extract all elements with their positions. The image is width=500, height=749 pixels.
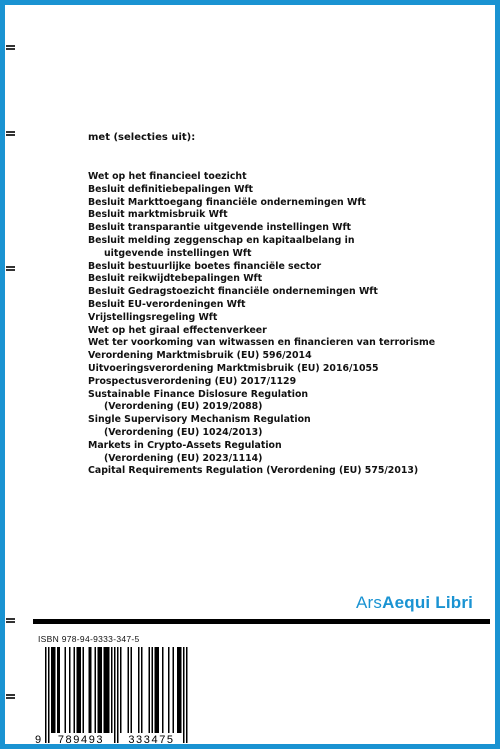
contents-item-title: Verordening Marktmisbruik (EU) 596/2014 [88, 350, 312, 362]
barcode-bar [108, 647, 110, 733]
barcode-bar [186, 647, 188, 743]
contents-item-continuation: (Verordening (EU) 1024/2013) [104, 426, 263, 438]
barcode-bar [179, 647, 181, 733]
barcode-bar [162, 647, 164, 733]
barcode-bar [131, 647, 133, 733]
contents-item [88, 350, 488, 363]
barcode-bar [51, 647, 53, 733]
crop-mark [6, 45, 15, 50]
contents-item-continuation: (Verordening (EU) 2019/2088) [104, 401, 263, 413]
barcode-bar [101, 647, 103, 733]
contents-item-title: Besluit transparantie uitgevende instellingen Wft [88, 222, 352, 234]
barcode-bar [141, 647, 143, 733]
contents-item [88, 171, 488, 184]
barcode-bar [53, 647, 55, 733]
barcode-bar [111, 647, 113, 733]
contents-intro: met (selecties uit): [88, 132, 196, 143]
crop-mark [6, 618, 15, 623]
contents-item [88, 299, 488, 312]
barcode-bar [117, 647, 119, 743]
contents-item-title: Besluit reikwijdtebepalingen Wft [88, 273, 263, 285]
barcode-bar [107, 647, 109, 733]
barcode-bar [105, 647, 107, 733]
contents-item-continuation: uitgevende instellingen Wft [104, 247, 252, 259]
contents-item [88, 273, 488, 286]
barcode-digits: 9 [35, 734, 43, 745]
contents-item-title: Besluit EU-verordeningen Wft [88, 298, 246, 310]
barcode-bar [90, 647, 92, 733]
contents-item [88, 261, 488, 274]
barcode-bar [45, 647, 47, 743]
barcode-bar [54, 647, 56, 733]
contents-item-title: Wet op het financieel toezicht [88, 171, 247, 182]
barcode-bar [114, 647, 116, 743]
crop-mark [6, 131, 15, 136]
barcode-bar [152, 647, 154, 733]
barcode-bar [98, 647, 100, 733]
contents-item [88, 286, 488, 299]
contents-item [88, 337, 488, 350]
barcode-bar [180, 647, 182, 733]
contents-list [88, 171, 488, 478]
contents-item-title: Besluit definitiebepalingen Wft [88, 183, 254, 195]
contents-item [88, 235, 488, 261]
barcode-bar [99, 647, 101, 733]
contents-item-title: Besluit marktmisbruik Wft [88, 209, 228, 221]
barcode-bar [65, 647, 67, 733]
divider-rule [33, 619, 490, 624]
barcode-bar [59, 647, 61, 733]
barcode-bar [77, 647, 79, 733]
contents-item-title: Prospectusverordening (EU) 2017/1129 [88, 375, 297, 387]
barcode-bar [89, 647, 91, 733]
contents-item-title: Wet op het giraal effectenverkeer [88, 324, 267, 336]
barcode-bar [95, 647, 97, 733]
contents-item [88, 363, 488, 376]
barcode-bar [173, 647, 175, 733]
contents-item [88, 209, 488, 222]
barcode-bar [104, 647, 106, 733]
publisher-name-part1: Ars [356, 593, 383, 612]
barcode-bar [156, 647, 158, 733]
contents-item [88, 184, 488, 197]
contents-item-title: Besluit Gedragstoezicht financiële ondernemingen Wft [88, 286, 378, 298]
barcode-bar [168, 647, 170, 733]
contents-item-title: Uitvoeringsverordening Marktmisbruik (EU) 2016/1055 [88, 362, 379, 374]
contents-item-continuation: (Verordening (EU) 2023/1114) [104, 452, 263, 464]
barcode-bar [120, 647, 122, 733]
barcode-digits: 333475 [128, 734, 175, 745]
contents-item [88, 440, 488, 466]
contents-item-title: Besluit Markttoegang financiële ondernemingen Wft [88, 196, 366, 208]
contents-item [88, 312, 488, 325]
barcode-bar [138, 647, 140, 733]
barcode [33, 645, 198, 745]
barcode-bar [183, 647, 185, 743]
barcode-bar [69, 647, 71, 733]
contents-item-title: Wet ter voorkoming van witwassen en financieren van terrorisme [88, 337, 436, 349]
contents-item [88, 465, 488, 478]
barcode-bar [74, 647, 76, 733]
publisher-logo [356, 593, 473, 613]
contents-item [88, 414, 488, 440]
contents-item-title: Capital Requirements Regulation (Verordening (EU) 575/2013) [88, 465, 419, 477]
barcode-bar [155, 647, 157, 733]
barcode-bar [177, 647, 179, 733]
publisher-name-part2: Aequi Libri [382, 593, 474, 612]
crop-mark [6, 694, 15, 699]
contents-item-title: Besluit melding zeggenschap en kapitaalbelang in [88, 234, 355, 246]
barcode-bar [48, 647, 50, 743]
barcode-bar [158, 647, 160, 733]
barcode-bar [83, 647, 85, 733]
crop-mark [6, 266, 15, 271]
barcode-bar [80, 647, 82, 733]
contents-item [88, 325, 488, 338]
contents-item [88, 376, 488, 389]
barcode-digits: 789493 [57, 734, 105, 745]
barcode-bar [149, 647, 151, 733]
contents-item-title: Vrijstellingsregeling Wft [88, 311, 218, 323]
contents-item-title: Sustainable Finance Dislosure Regulation [88, 388, 309, 400]
contents-item [88, 222, 488, 235]
barcode-bar [128, 647, 130, 733]
barcode-bar [57, 647, 59, 733]
contents-item-title: Besluit bestuurlijke boetes financiële sector [88, 260, 322, 272]
contents-item [88, 197, 488, 210]
isbn-text: ISBN 978-94-9333-347-5 [38, 634, 140, 644]
contents-item-title: Markets in Crypto-Assets Regulation [88, 439, 282, 451]
barcode-bar [78, 647, 80, 733]
contents-item [88, 389, 488, 415]
barcode-image [33, 645, 198, 745]
contents-item-title: Single Supervisory Mechanism Regulation [88, 414, 311, 426]
